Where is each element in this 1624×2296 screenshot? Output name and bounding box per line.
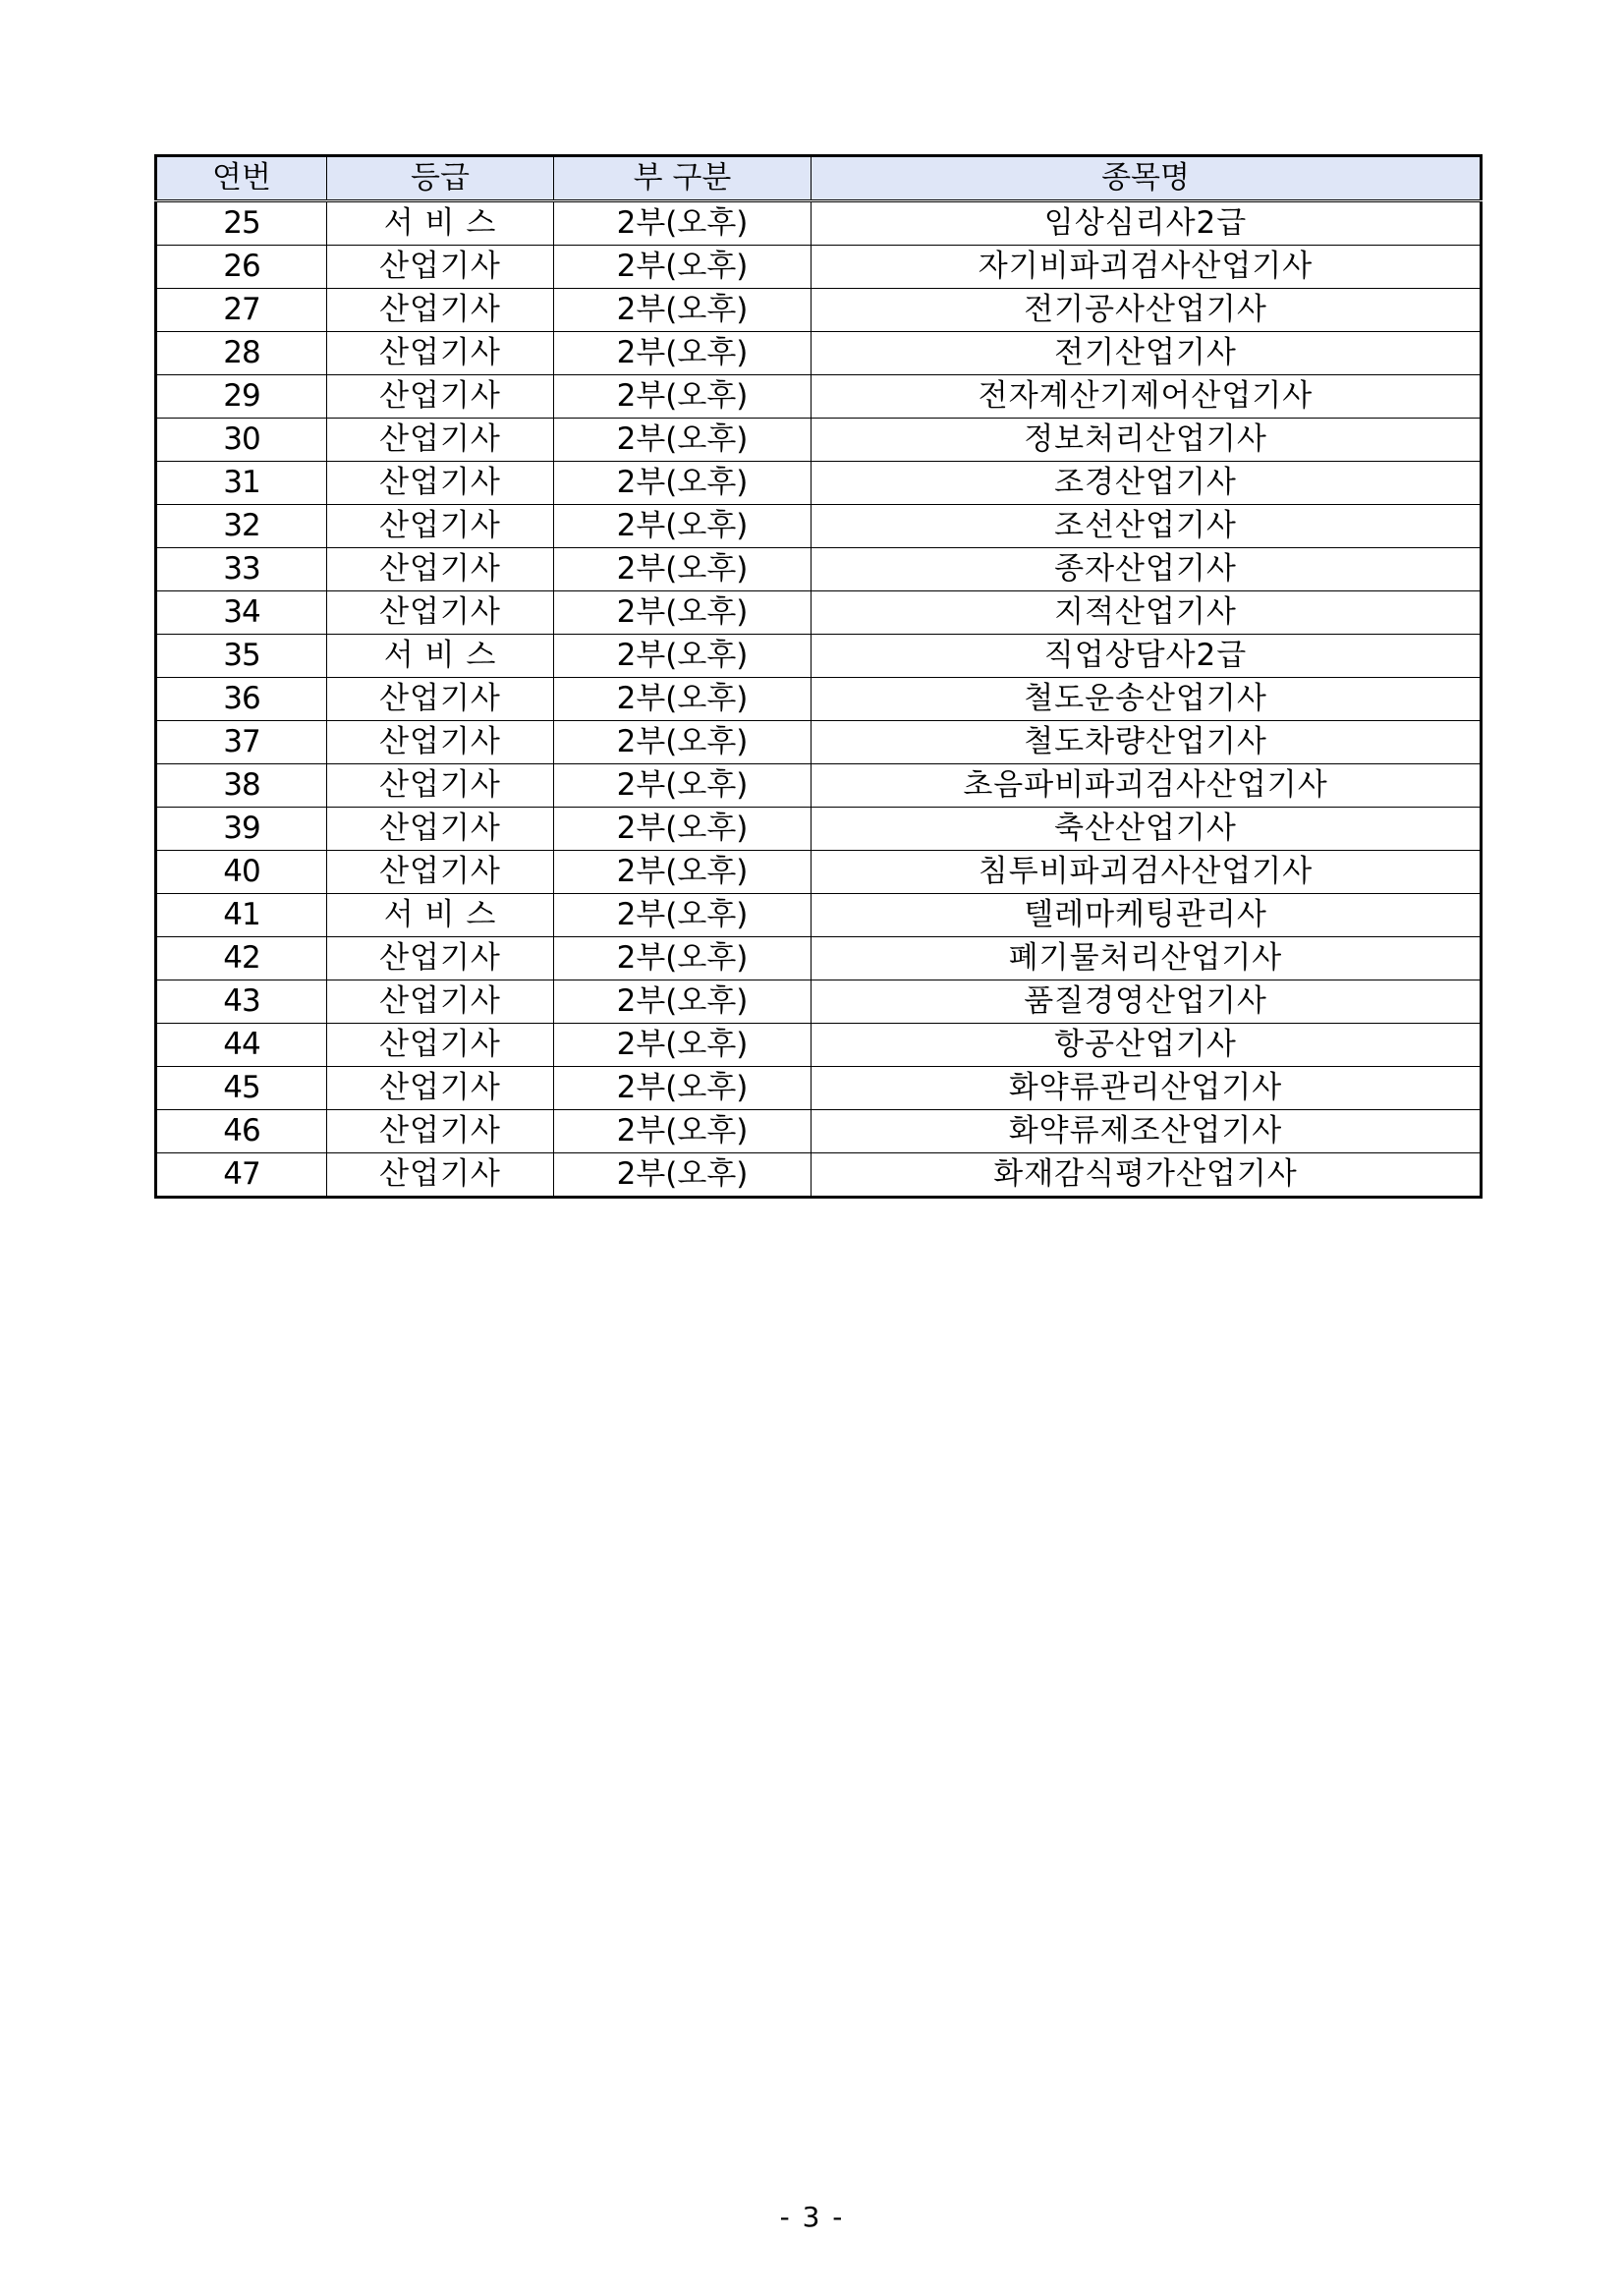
cell-grade: 산업기사 (327, 1024, 554, 1067)
cell-session: 2부(오후) (554, 1024, 812, 1067)
header-exam-name: 종목명 (812, 156, 1482, 201)
cell-serial-number: 28 (156, 332, 327, 375)
cell-exam-name: 전기공사산업기사 (812, 289, 1482, 332)
table-row (156, 462, 1482, 505)
table-row (156, 375, 1482, 419)
cell-session: 2부(오후) (554, 289, 812, 332)
table-row (156, 1110, 1482, 1153)
table-header (156, 156, 1482, 201)
cell-serial-number: 31 (156, 462, 327, 505)
cell-grade: 산업기사 (327, 980, 554, 1024)
cell-session: 2부(오후) (554, 721, 812, 764)
table-row (156, 764, 1482, 808)
cell-grade: 산업기사 (327, 419, 554, 462)
cell-grade: 서 비 스 (327, 201, 554, 246)
table-row (156, 1024, 1482, 1067)
table-row (156, 591, 1482, 635)
cell-session: 2부(오후) (554, 462, 812, 505)
cell-grade: 산업기사 (327, 1153, 554, 1198)
cell-serial-number: 35 (156, 635, 327, 678)
cell-session: 2부(오후) (554, 678, 812, 721)
cell-serial-number: 38 (156, 764, 327, 808)
table-row (156, 635, 1482, 678)
cell-session: 2부(오후) (554, 201, 812, 246)
header-grade: 등급 (327, 156, 554, 201)
cell-serial-number: 34 (156, 591, 327, 635)
header-session: 부 구분 (554, 156, 812, 201)
table-row (156, 505, 1482, 548)
cell-session: 2부(오후) (554, 375, 812, 419)
cell-grade: 산업기사 (327, 332, 554, 375)
cell-grade: 산업기사 (327, 1110, 554, 1153)
cell-serial-number: 39 (156, 808, 327, 851)
cell-session: 2부(오후) (554, 1153, 812, 1198)
cell-grade: 산업기사 (327, 1067, 554, 1110)
cell-grade: 산업기사 (327, 505, 554, 548)
cell-session: 2부(오후) (554, 548, 812, 591)
cell-serial-number: 29 (156, 375, 327, 419)
cell-session: 2부(오후) (554, 332, 812, 375)
cell-serial-number: 43 (156, 980, 327, 1024)
cell-session: 2부(오후) (554, 591, 812, 635)
cell-grade: 산업기사 (327, 678, 554, 721)
cell-grade: 서 비 스 (327, 894, 554, 937)
cell-serial-number: 37 (156, 721, 327, 764)
cell-exam-name: 화약류관리산업기사 (812, 1067, 1482, 1110)
cell-grade: 산업기사 (327, 808, 554, 851)
cell-exam-name: 화재감식평가산업기사 (812, 1153, 1482, 1198)
cell-exam-name: 품질경영산업기사 (812, 980, 1482, 1024)
cell-exam-name: 폐기물처리산업기사 (812, 937, 1482, 980)
cell-serial-number: 40 (156, 851, 327, 894)
cell-exam-name: 철도운송산업기사 (812, 678, 1482, 721)
table-row (156, 894, 1482, 937)
cell-exam-name: 정보처리산업기사 (812, 419, 1482, 462)
cell-grade: 산업기사 (327, 548, 554, 591)
table-row (156, 980, 1482, 1024)
exam-schedule-table (154, 154, 1483, 1199)
cell-serial-number: 26 (156, 246, 327, 289)
cell-exam-name: 침투비파괴검사산업기사 (812, 851, 1482, 894)
cell-exam-name: 축산산업기사 (812, 808, 1482, 851)
cell-grade: 산업기사 (327, 462, 554, 505)
cell-exam-name: 지적산업기사 (812, 591, 1482, 635)
cell-session: 2부(오후) (554, 851, 812, 894)
table-row (156, 548, 1482, 591)
cell-exam-name: 조선산업기사 (812, 505, 1482, 548)
cell-exam-name: 전자계산기제어산업기사 (812, 375, 1482, 419)
table-row (156, 246, 1482, 289)
cell-serial-number: 27 (156, 289, 327, 332)
table-body (156, 201, 1482, 1198)
cell-grade: 산업기사 (327, 851, 554, 894)
page-number: - 3 - (779, 2201, 845, 2233)
cell-grade: 서 비 스 (327, 635, 554, 678)
cell-grade: 산업기사 (327, 289, 554, 332)
header-serial-number: 연번 (156, 156, 327, 201)
table-row (156, 721, 1482, 764)
table-row (156, 332, 1482, 375)
cell-session: 2부(오후) (554, 505, 812, 548)
cell-grade: 산업기사 (327, 375, 554, 419)
cell-serial-number: 45 (156, 1067, 327, 1110)
cell-grade: 산업기사 (327, 764, 554, 808)
cell-exam-name: 초음파비파괴검사산업기사 (812, 764, 1482, 808)
cell-grade: 산업기사 (327, 246, 554, 289)
cell-serial-number: 33 (156, 548, 327, 591)
table-row (156, 1067, 1482, 1110)
cell-session: 2부(오후) (554, 1067, 812, 1110)
table-row (156, 289, 1482, 332)
cell-exam-name: 텔레마케팅관리사 (812, 894, 1482, 937)
cell-grade: 산업기사 (327, 937, 554, 980)
table-row (156, 1153, 1482, 1198)
cell-serial-number: 25 (156, 201, 327, 246)
cell-exam-name: 종자산업기사 (812, 548, 1482, 591)
cell-exam-name: 자기비파괴검사산업기사 (812, 246, 1482, 289)
cell-exam-name: 철도차량산업기사 (812, 721, 1482, 764)
cell-exam-name: 조경산업기사 (812, 462, 1482, 505)
cell-serial-number: 46 (156, 1110, 327, 1153)
header-row (156, 156, 1482, 201)
cell-session: 2부(오후) (554, 808, 812, 851)
cell-session: 2부(오후) (554, 937, 812, 980)
cell-exam-name: 전기산업기사 (812, 332, 1482, 375)
cell-serial-number: 42 (156, 937, 327, 980)
cell-grade: 산업기사 (327, 721, 554, 764)
cell-serial-number: 30 (156, 419, 327, 462)
cell-session: 2부(오후) (554, 635, 812, 678)
table-row (156, 201, 1482, 246)
cell-session: 2부(오후) (554, 894, 812, 937)
table-row (156, 678, 1482, 721)
cell-serial-number: 47 (156, 1153, 327, 1198)
cell-serial-number: 44 (156, 1024, 327, 1067)
table-row (156, 937, 1482, 980)
cell-grade: 산업기사 (327, 591, 554, 635)
cell-session: 2부(오후) (554, 1110, 812, 1153)
cell-session: 2부(오후) (554, 764, 812, 808)
cell-session: 2부(오후) (554, 246, 812, 289)
cell-exam-name: 화약류제조산업기사 (812, 1110, 1482, 1153)
cell-serial-number: 36 (156, 678, 327, 721)
table-row (156, 851, 1482, 894)
table-row (156, 808, 1482, 851)
cell-exam-name: 직업상담사2급 (812, 635, 1482, 678)
cell-exam-name: 임상심리사2급 (812, 201, 1482, 246)
table-row (156, 419, 1482, 462)
cell-serial-number: 32 (156, 505, 327, 548)
cell-session: 2부(오후) (554, 419, 812, 462)
cell-serial-number: 41 (156, 894, 327, 937)
cell-session: 2부(오후) (554, 980, 812, 1024)
cell-exam-name: 항공산업기사 (812, 1024, 1482, 1067)
